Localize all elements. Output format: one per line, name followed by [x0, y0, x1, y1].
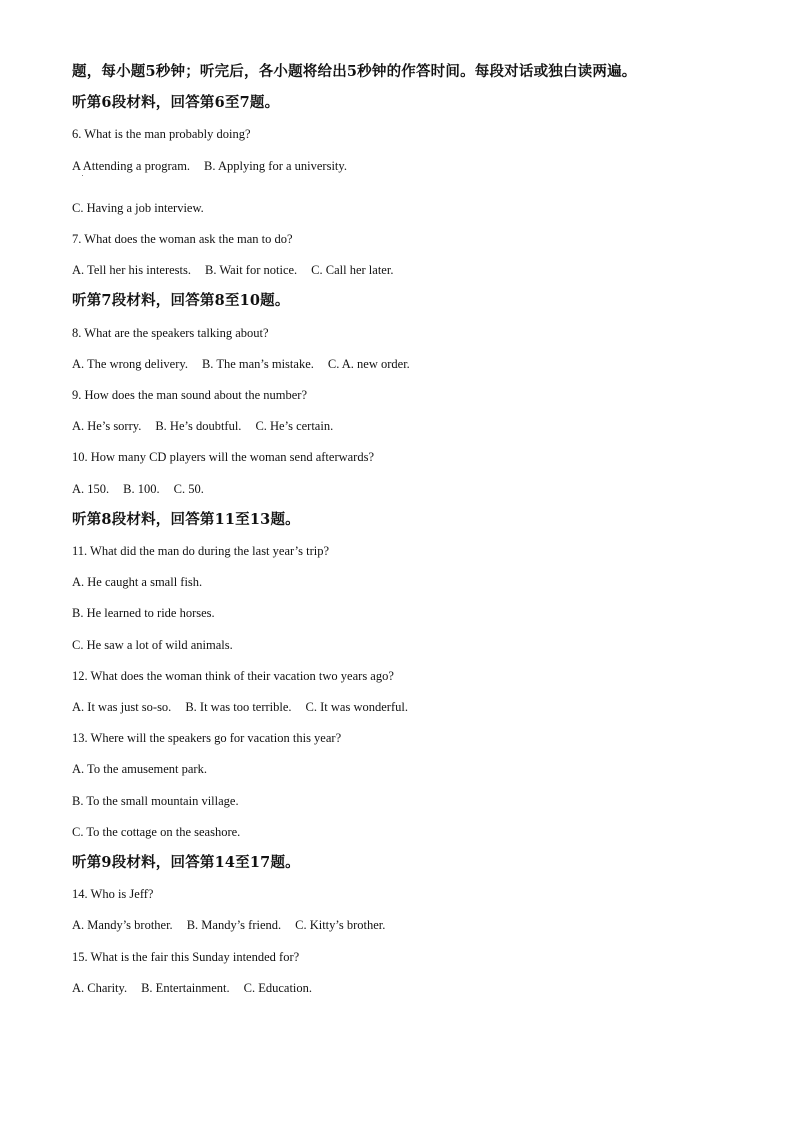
answer-option: A. He’s sorry. [72, 419, 142, 434]
answer-option: B. It was too terrible. [185, 699, 292, 714]
answer-option: C. A. new order. [327, 356, 410, 371]
answer-option: A. It was just so-so. [72, 699, 172, 714]
answer-option: C. 50. [173, 481, 204, 496]
answer-option: B. He learned to ride horses. [72, 606, 215, 621]
section-heading: 听第6段材料，回答第6至7题。 [72, 94, 280, 112]
intro-text: 题，每小题5秒钟；听完后，各小题将给出5秒钟的作答时间。每段对话或独白读两遍。 [72, 63, 637, 80]
answer-option: C. He saw a lot of wild animals. [72, 637, 233, 652]
scan-speck [82, 175, 83, 176]
question-text: 11. What did the man do during the last year’s trip? [72, 543, 330, 558]
answer-options [72, 481, 204, 497]
answer-option: C. Call her later. [311, 263, 394, 278]
answer-option: B. Wait for notice. [205, 263, 298, 278]
question-text: 13. Where will the speakers go for vacation this year? [72, 731, 342, 746]
answer-option: A. To the amusement park. [72, 762, 207, 777]
question-text: 8. What are the speakers talking about? [72, 325, 269, 340]
answer-options [72, 824, 240, 840]
answer-option: B. To the small mountain village. [72, 793, 239, 808]
answer-option: A. He caught a small fish. [72, 575, 203, 590]
answer-options [72, 200, 204, 216]
answer-options [72, 980, 312, 996]
answer-option: B. Applying for a university. [204, 158, 347, 173]
question-text: 7. What does the woman ask the man to do? [72, 231, 293, 246]
answer-options [72, 574, 202, 590]
answer-options [72, 917, 385, 933]
section-heading: 听第7段材料，回答第8至10题。 [72, 292, 290, 310]
question-text: 12. What does the woman think of their vacation two years ago? [72, 668, 394, 683]
answer-options [72, 356, 410, 372]
section-heading: 听第9段材料，回答第14至17题。 [72, 853, 300, 871]
answer-options [72, 605, 215, 621]
answer-option: A. The wrong delivery. [72, 356, 188, 371]
answer-options [72, 262, 393, 278]
answer-option: B. He’s doubtful. [155, 419, 242, 434]
answer-option: C. Having a job interview. [72, 200, 204, 215]
answer-options [72, 761, 207, 777]
question-text: 9. How does the man sound about the number? [72, 387, 308, 402]
answer-option: B. Entertainment. [141, 980, 230, 995]
answer-option: A. Tell her his interests. [72, 263, 192, 278]
answer-option: A. Mandy’s brother. [72, 918, 173, 933]
answer-options [72, 793, 239, 809]
answer-option: C. Kitty’s brother. [295, 918, 386, 933]
answer-option: B. 100. [123, 481, 160, 496]
answer-option: C. He’s certain. [255, 419, 334, 434]
answer-option: C. Education. [243, 980, 313, 995]
answer-options [72, 418, 333, 434]
answer-options [72, 637, 233, 653]
answer-option: A Attending a program. [72, 158, 191, 173]
answer-option: C. It was wonderful. [305, 699, 408, 714]
question-text: 6. What is the man probably doing? [72, 127, 251, 142]
answer-option: A. Charity. [72, 980, 128, 995]
answer-options [72, 158, 361, 174]
question-text: 10. How many CD players will the woman send afterwards? [72, 450, 375, 465]
answer-options [72, 699, 408, 715]
answer-option: B. The man’s mistake. [201, 356, 314, 371]
question-text: 15. What is the fair this Sunday intended for? [72, 949, 300, 964]
section-heading: 听第8段材料，回答第11至13题。 [72, 510, 300, 528]
answer-option: A. 150. [72, 481, 110, 496]
answer-option: C. To the cottage on the seashore. [72, 824, 241, 839]
question-text: 14. Who is Jeff? [72, 887, 154, 902]
answer-option: B. Mandy’s friend. [186, 918, 282, 933]
